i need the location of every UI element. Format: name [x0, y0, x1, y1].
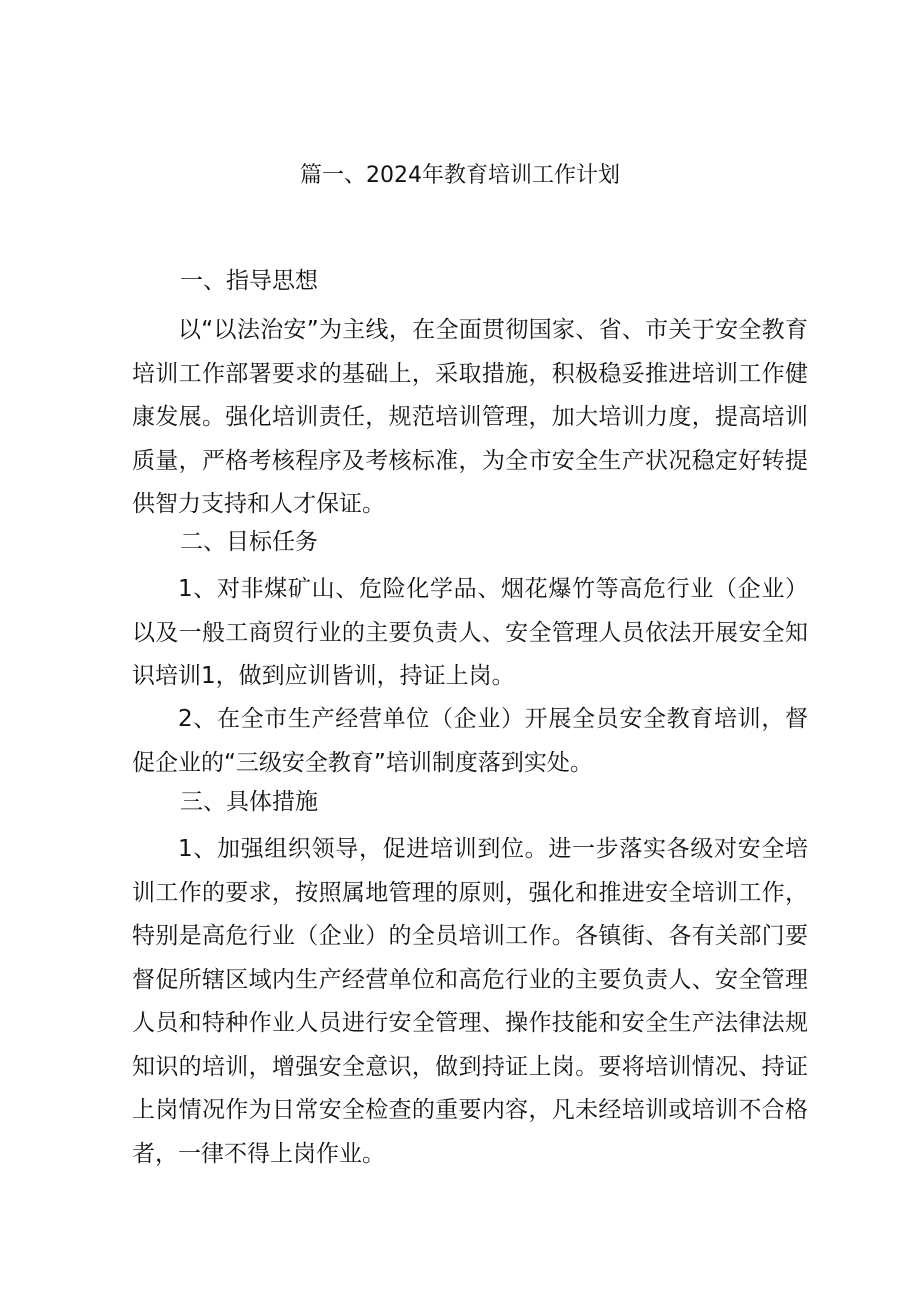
paragraph-objective-2: 2、在全市生产经营单位（企业）开展全员安全教育培训，督促企业的“三级安全教育”培训制度落到实处。	[132, 706, 808, 776]
section-heading-guiding-ideology: 一、指导思想	[180, 268, 318, 294]
paragraph-measure-1: 1、加强组织领导，促进培训到位。进一步落实各级对安全培训工作的要求，按照属地管理的原则，强化和推进安全培训工作，特别是高危行业（企业）的全员培训工作。各镇街、各有关部门要督促所辖区域内生产经营单位和高危行业的主要负责人、安全管理人员和特种作业人员进行安全管理、操作技能和安全生产法律法规知识的培训，增强安全意识，做到持证上岗。要将培训情况、持证上岗情况作为日常安全检查的重要内容，凡未经培训或培训不合格者，一律不得上岗作业。	[132, 836, 808, 1167]
paragraph-guiding-ideology: 以“以法治安”为主线，在全面贯彻国家、省、市关于安全教育培训工作部署要求的基础上，采取措施，积极稳妥推进培训工作健康发展。强化培训责任，规范培训管理，加大培训力度，提高培训质量，严格考核程序及考核标准，为全市安全生产状况稳定好转提供智力支持和人才保证。	[132, 317, 808, 517]
section-heading-measures: 三、具体措施	[180, 789, 318, 815]
section-heading-objectives: 二、目标任务	[180, 529, 318, 555]
document-title: 篇一、2024年教育培训工作计划	[300, 163, 620, 188]
paragraph-objective-1: 1、对非煤矿山、危险化学品、烟花爆竹等高危行业（企业）以及一般工商贸行业的主要负责人、安全管理人员依法开展安全知识培训1，做到应训皆训，持证上岗。	[132, 576, 808, 689]
